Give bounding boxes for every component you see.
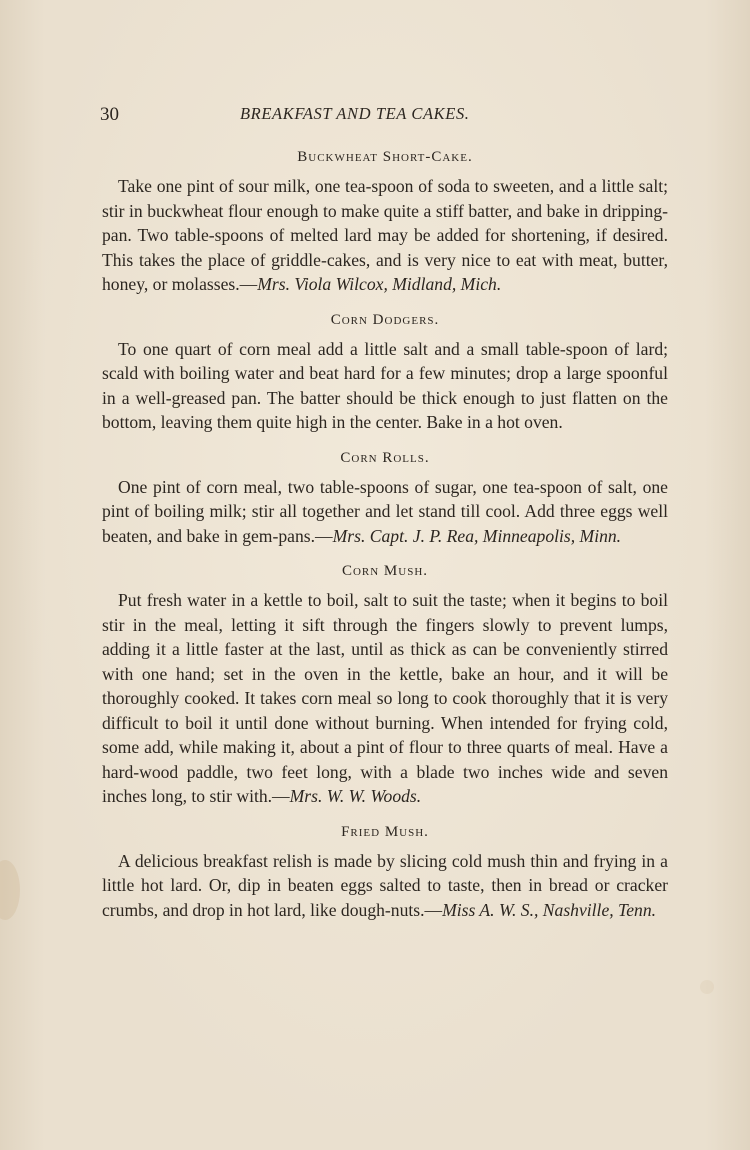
recipe-body: Take one pint of sour milk, one tea-spoon of soda to sweeten, and a little salt; stir in buckwheat flour enough to make quite a stiff batter, and bake in dripping-pan. Two table-spoons of melted lard may be added for shortening, if desired. This takes the place of griddle-cakes, and is very nice to eat with meat, butter, honey, or molasses.— — [102, 176, 668, 294]
recipe-attribution: Mrs. Capt. J. P. Rea, Minneapolis, Minn. — [332, 525, 622, 546]
recipe-title: Fried Mush. — [341, 823, 429, 840]
recipe-text — [102, 337, 668, 435]
recipe-text — [102, 588, 668, 809]
page-content — [102, 144, 668, 932]
recipe-corn-mush — [102, 558, 668, 809]
page-header — [100, 104, 668, 128]
recipe-corn-dodgers — [102, 307, 668, 435]
recipe-buckwheat-short-cake — [102, 144, 668, 297]
recipe-text — [102, 475, 668, 549]
recipe-title: Corn Mush. — [341, 563, 429, 579]
recipe-corn-rolls — [102, 445, 668, 549]
recipe-fried-mush — [102, 819, 668, 923]
recipe-body: One pint of corn meal, two table-spoons of sugar, one tea-spoon of salt, one pint of boiling milk; stir all together and let stand till cool. Add three eggs well beaten, and bake in gem-pans.— — [102, 476, 668, 546]
recipe-title: Buckwheat Short-Cake. — [297, 149, 473, 165]
page-number: 30 — [100, 104, 119, 125]
recipe-body: Put fresh water in a kettle to boil, salt to suit the taste; when it begins to boil stir in the meal, letting it sift through the fingers slowly to prevent lumps, adding it a little faster at the last, until as thick as can be conveniently stirred with one hand; set in the oven in the kettle, bake an hour, and it will be thoroughly cooked. It takes corn meal so long to cook thoroughly that it is very difficult to boil it until done without burning. When intended for frying cold, some add, while making it, about a pint of flour to three quarts of meal. Have a hard-wood paddle, two feet long, with a blade two inches wide and seven inches long, to stir with.— — [102, 590, 668, 806]
recipe-title: Corn Dodgers. — [330, 311, 440, 328]
recipe-text — [102, 849, 668, 923]
recipe-attribution: Mrs. Viola Wilcox, Midland, Mich. — [257, 274, 502, 294]
recipe-text — [102, 174, 668, 297]
recipe-body: To one quart of corn meal add a little salt and a small table-spoon of lard; scald with boiling water and beat hard for a few minutes; drop a large spoonful in a well-greased pan. The batter should be thick enough to just flatten on the bottom, leaving them quite high in the center. Bake in a hot oven. — [102, 338, 668, 432]
recipe-attribution: Mrs. W. W. Woods. — [289, 786, 422, 806]
paper-stain — [700, 980, 714, 994]
paper-stain — [0, 860, 20, 920]
recipe-attribution: Miss A. W. S., Nashville, Tenn. — [442, 899, 657, 920]
recipe-title: Corn Rolls. — [340, 449, 430, 466]
recipe-body: A delicious breakfast relish is made by slicing cold mush thin and frying in a little hot lard. Or, dip in beaten eggs salted to taste, then in bread or cracker crumbs, and drop in hot lard, like dough-nuts.— — [102, 850, 668, 920]
running-title: BREAKFAST AND TEA CAKES. — [240, 104, 470, 123]
